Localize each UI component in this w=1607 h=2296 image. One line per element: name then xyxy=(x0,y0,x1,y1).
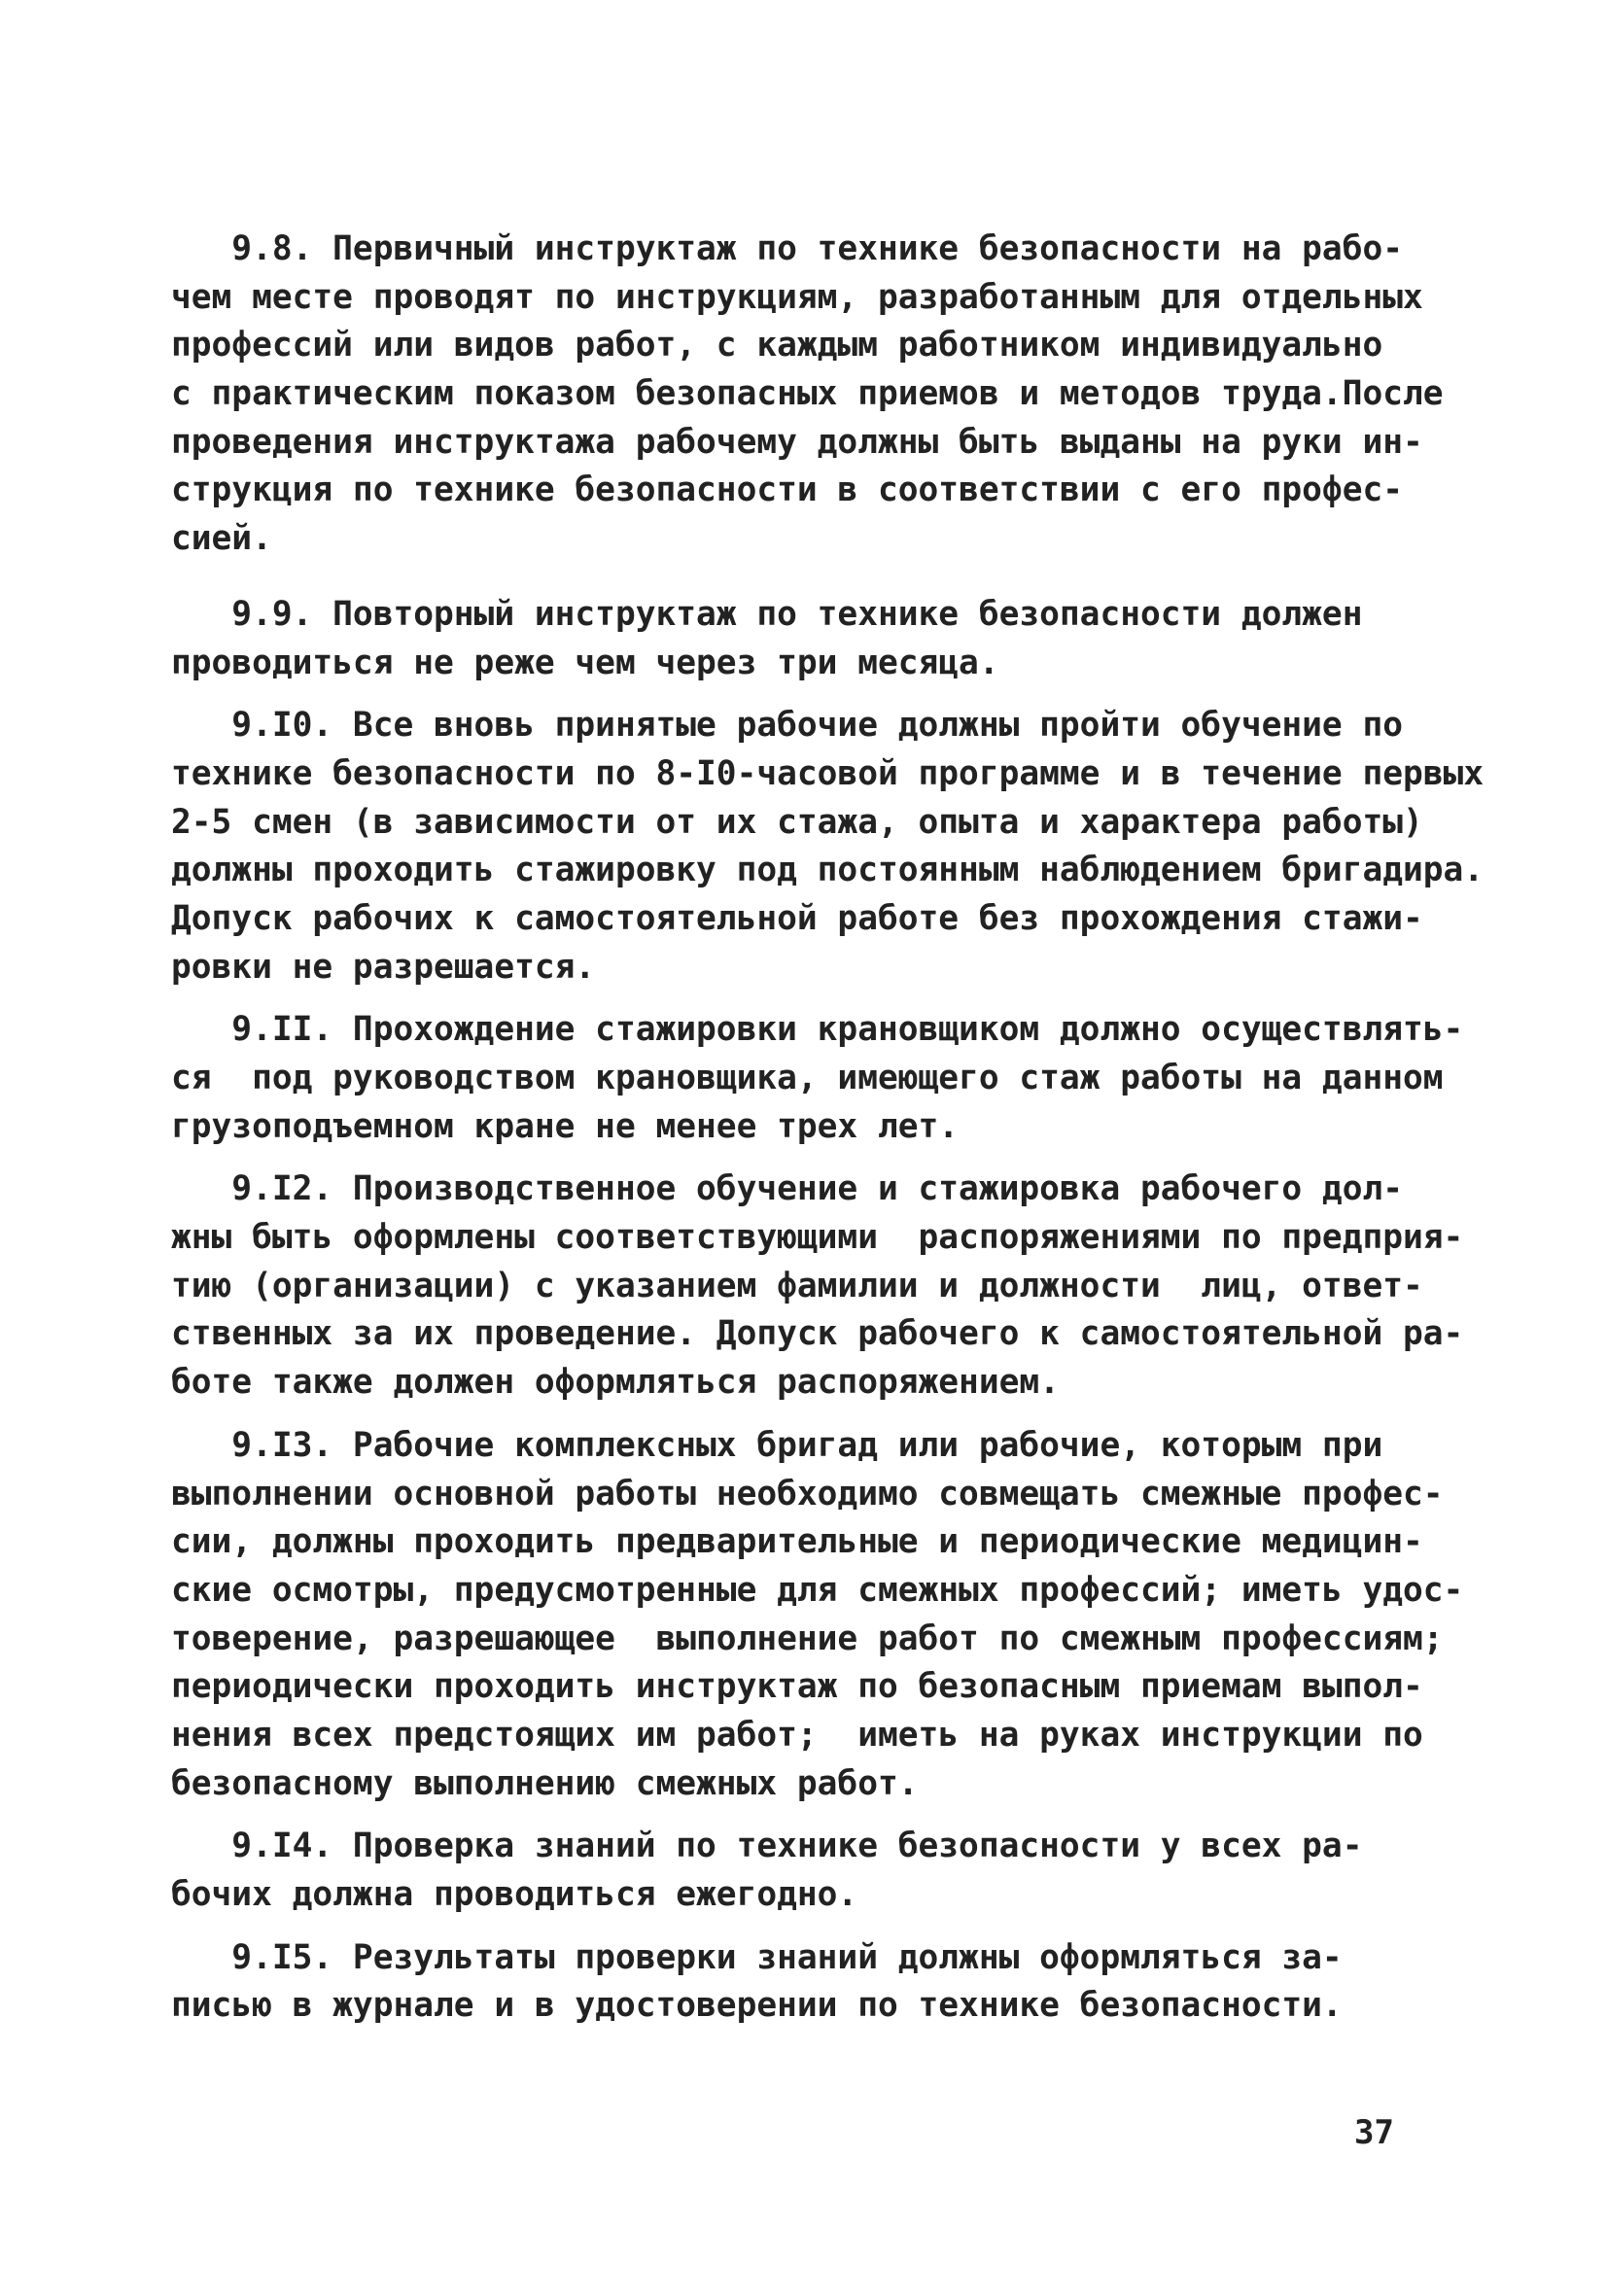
paragraph-9-14 xyxy=(171,1823,1464,1919)
paragraph-gap xyxy=(171,564,1464,591)
text-line: жны быть оформлены соответствующими распоряжениями по предприя- xyxy=(171,1218,1464,1258)
text-line: технике безопасности по 8-I0-часовой программе и в течение первых xyxy=(171,753,1485,793)
text-line: 9.I3. Рабочие комплексных бригад или рабочие, которым при xyxy=(171,1425,1383,1465)
paragraph-gap xyxy=(171,1151,1464,1165)
text-line: ственных за их проведение. Допуск рабочего к самостоятельной ра- xyxy=(171,1314,1464,1354)
text-line: проведения инструктажа рабочему должны быть выданы на руки ин- xyxy=(171,422,1423,462)
text-line: 2-5 смен (в зависимости от их стажа, опыта и характера работы) xyxy=(171,802,1423,842)
text-line: тию (организации) с указанием фамилии и должности лиц, ответ- xyxy=(171,1266,1423,1305)
text-line: грузоподъемном кране не менее трех лет. xyxy=(171,1106,960,1146)
text-line: Допуск рабочих к самостоятельной работе без прохождения стажи- xyxy=(171,898,1423,938)
text-line: выполнении основной работы необходимо совмещать смежные профес- xyxy=(171,1474,1444,1513)
text-line: струкция по технике безопасности в соответствии с его профес- xyxy=(171,470,1404,510)
paragraph-gap xyxy=(171,1920,1464,1934)
text-line: проводиться не реже чем через три месяца. xyxy=(171,643,999,682)
text-line: 9.I2. Производственное обучение и стажировка рабочего дол- xyxy=(171,1169,1404,1209)
text-line: периодически проходить инструктаж по безопасным приемам выпол- xyxy=(171,1667,1423,1707)
paragraph-9-8 xyxy=(171,226,1464,564)
text-line: ские осмотры, предусмотренные для смежных профессий; иметь удос- xyxy=(171,1570,1464,1610)
text-line: сией. xyxy=(171,519,272,559)
paragraph-gap xyxy=(171,1808,1464,1823)
paragraph-9-10 xyxy=(171,702,1485,991)
text-line: товерение, разрешающее выполнение работ по смежным профессиям; xyxy=(171,1618,1444,1658)
text-line: сии, должны проходить предварительные и периодические медицин- xyxy=(171,1522,1423,1562)
text-line: ровки не разрешается. xyxy=(171,947,596,987)
paragraph-gap xyxy=(171,1408,1464,1422)
paragraph-gap xyxy=(171,991,1464,1006)
text-line: 9.I4. Проверка знаний по технике безопасности у всех ра- xyxy=(171,1826,1363,1866)
text-line: нения всех предстоящих им работ; иметь на руках инструкции по xyxy=(171,1715,1423,1755)
paragraph-9-11 xyxy=(171,1006,1464,1151)
text-line: 9.8. Первичный инструктаж по технике безопасности на рабо- xyxy=(171,229,1404,268)
page-number: 37 xyxy=(1354,2113,1394,2152)
text-line: с практическим показом безопасных приемов и методов труда.После xyxy=(171,374,1444,414)
paragraph-9-9 xyxy=(171,591,1464,687)
text-line: чем месте проводят по инструкциям, разработанным для отдельных xyxy=(171,277,1423,317)
text-line: 9.I5. Результаты проверки знаний должны оформляться за- xyxy=(171,1937,1343,1977)
text-line: боте также должен оформляться распоряжением. xyxy=(171,1363,1060,1403)
text-line: писью в журнале и в удостоверении по технике безопасности. xyxy=(171,1986,1343,2026)
paragraph-gap xyxy=(171,687,1464,702)
text-line: 9.II. Прохождение стажировки крановщиком должно осуществлять- xyxy=(171,1010,1464,1050)
paragraph-9-13 xyxy=(171,1422,1464,1809)
paragraph-9-15 xyxy=(171,1934,1464,2031)
text-line: должны проходить стажировку под постоянным наблюдением бригадира. xyxy=(171,851,1485,890)
paragraph-9-12 xyxy=(171,1165,1464,1407)
text-line: 9.9. Повторный инструктаж по технике безопасности должен xyxy=(171,594,1363,634)
document-body xyxy=(171,226,1485,2031)
text-line: бочих должна проводиться ежегодно. xyxy=(171,1875,858,1914)
text-line: ся под руководством крановщика, имеющего стаж работы на данном xyxy=(171,1059,1444,1097)
text-line: безопасному выполнению смежных работ. xyxy=(171,1763,919,1803)
text-line: 9.I0. Все вновь принятые рабочие должны пройти обучение по xyxy=(171,706,1404,746)
text-line: профессий или видов работ, с каждым работником индивидуально xyxy=(171,326,1383,365)
